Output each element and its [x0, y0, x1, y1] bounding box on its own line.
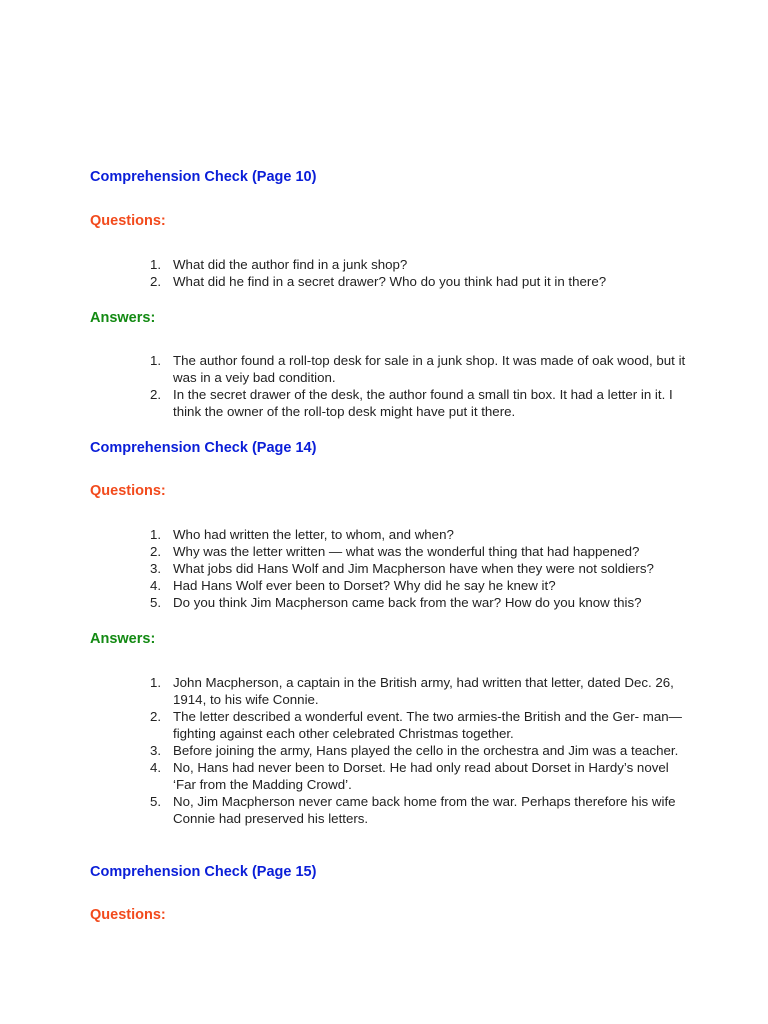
answers-list-page-14	[150, 674, 690, 827]
list-item: 3. Before joining the army, Hans played the cello in the orchestra and Jim was a teacher.	[150, 743, 679, 758]
list-item: 2. In the secret drawer of the desk, the author found a small tin box. It had a letter in it. I think the owner of the roll-top desk might have put it there.	[150, 387, 673, 419]
list-item: 2. Why was the letter written — what was the wonderful thing that had happened?	[150, 544, 640, 559]
questions-list-page-10	[150, 256, 690, 290]
section-title-page-15: Comprehension Check (Page 15)	[90, 864, 317, 880]
list-item: 2. What did he find in a secret drawer? Who do you think had put it in there?	[150, 274, 607, 289]
section-title-page-14: Comprehension Check (Page 14)	[90, 440, 317, 456]
questions-heading-page-14: Questions:	[90, 483, 166, 499]
list-item: 5. Do you think Jim Macpherson came back from the war? How do you know this?	[150, 595, 642, 610]
list-item: 1. What did the author find in a junk shop?	[150, 257, 408, 272]
list-item: 2. The letter described a wonderful event. The two armies-the British and the Ger- man—fighting against each other celebrated Christmas together.	[150, 709, 682, 741]
list-item: 4. Had Hans Wolf ever been to Dorset? Why did he say he knew it?	[150, 578, 556, 593]
questions-heading-page-10: Questions:	[90, 213, 166, 229]
answers-heading-page-14: Answers:	[90, 631, 156, 647]
list-item: 1. John Macpherson, a captain in the British army, had written that letter, dated Dec. 26, 1914, to his wife Connie.	[150, 675, 674, 707]
list-item: 3. What jobs did Hans Wolf and Jim Macpherson have when they were not soldiers?	[150, 561, 654, 576]
answers-heading-page-10: Answers:	[90, 310, 156, 326]
list-item: 1. The author found a roll-top desk for sale in a junk shop. It was made of oak wood, but it was in a veiy bad condition.	[150, 353, 686, 385]
list-item: 4. No, Hans had never been to Dorset. He had only read about Dorset in Hardy’s novel ‘Far from the Madding Crowd’.	[150, 760, 669, 792]
list-item: 5. No, Jim Macpherson never came back home from the war. Perhaps therefore his wife Connie had preserved his letters.	[150, 794, 676, 826]
answers-list-page-10	[150, 352, 690, 420]
section-title-page-10: Comprehension Check (Page 10)	[90, 169, 317, 185]
questions-heading-page-15: Questions:	[90, 907, 166, 923]
list-item: 1. Who had written the letter, to whom, and when?	[150, 527, 454, 542]
questions-list-page-14	[150, 526, 690, 611]
